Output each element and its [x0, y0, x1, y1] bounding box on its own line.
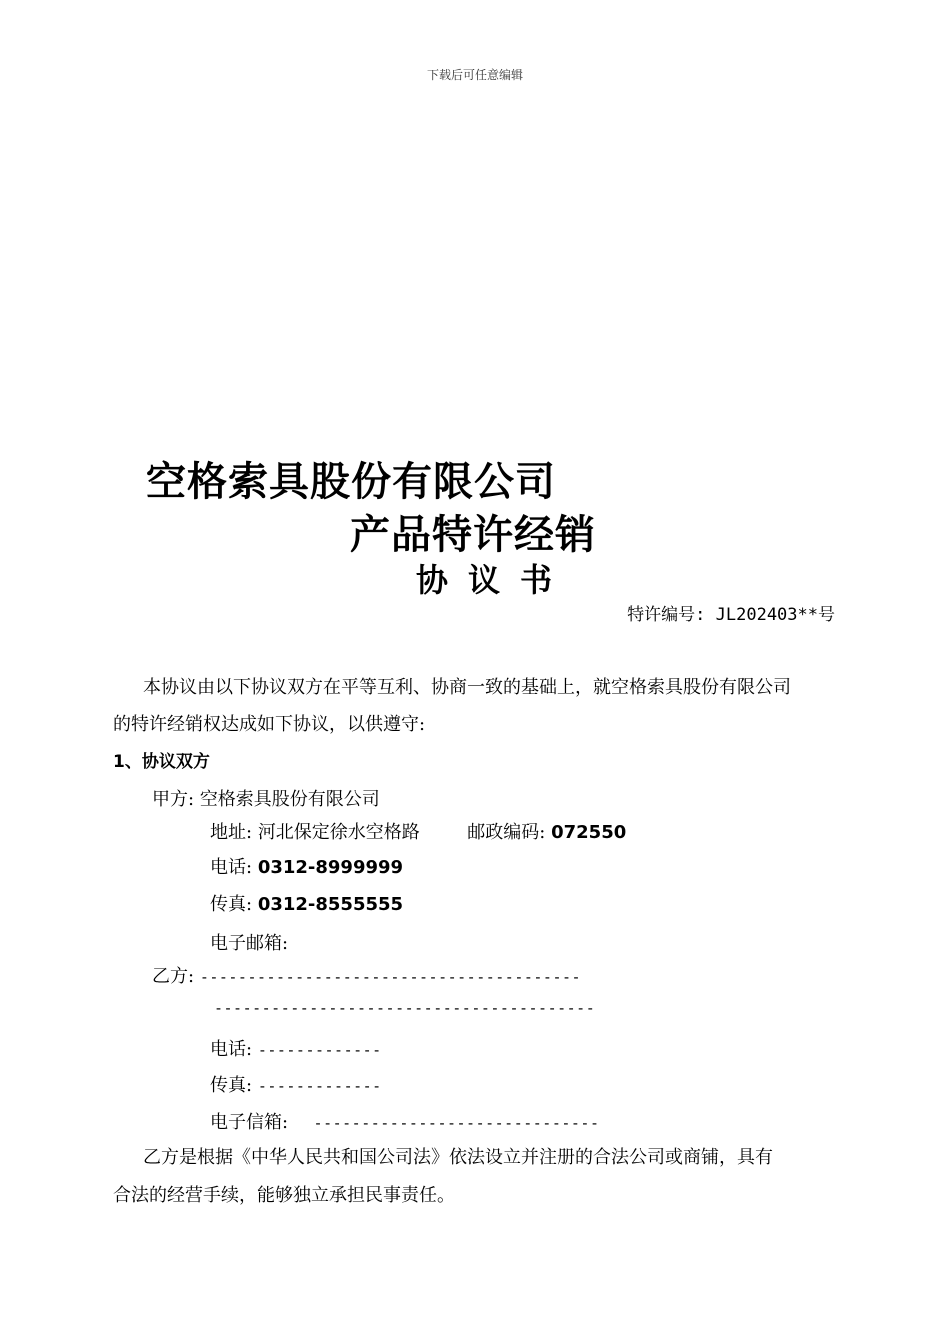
license-value: JL202403**号 — [715, 605, 835, 625]
party-b-fax-label: 传真: — [210, 1075, 253, 1096]
section-heading-parties: 1、协议双方 — [113, 752, 210, 772]
tel-value: 0312-8999999 — [257, 857, 404, 878]
party-a-name: 空格索具股份有限公司 — [199, 789, 380, 810]
body-line-1: 乙方是根据《中华人民共和国公司法》依法设立并注册的合法公司或商铺，具有 — [143, 1147, 773, 1168]
header-note: 下载后可任意编辑 — [426, 68, 523, 82]
license-number — [627, 600, 835, 625]
party-a-fax-row — [210, 890, 403, 916]
party-b-tel-blank: ------------- — [257, 1041, 382, 1059]
fax-value: 0312-8555555 — [257, 894, 404, 915]
postcode-label: 邮政编码: — [467, 822, 546, 843]
party-b-email-blank: ------------------------------ — [313, 1114, 600, 1132]
party-b-blank-1: ---------------------------------------- — [199, 968, 582, 986]
title-agreement: 协议书 — [416, 561, 573, 599]
party-b-fax-blank: ------------- — [257, 1077, 382, 1095]
intro-line-1: 本协议由以下协议双方在平等互利、协商一致的基础上，就空格索具股份有限公司 — [143, 677, 791, 698]
party-b-tel-label: 电话: — [210, 1039, 253, 1060]
party-a-email-row — [210, 929, 288, 955]
intro-line-2: 的特许经销权达成如下协议，以供遵守: — [113, 714, 426, 735]
party-b-tel-row — [210, 1035, 382, 1061]
address-value: 河北保定徐水空格路 — [257, 822, 420, 843]
address-label: 地址: — [210, 822, 253, 843]
party-b-fax-row — [210, 1071, 382, 1097]
party-a-address-row — [210, 818, 626, 844]
party-b-label: 乙方: — [152, 966, 195, 987]
tel-label: 电话: — [210, 857, 253, 878]
title-company: 空格索具股份有限公司 — [146, 459, 556, 505]
party-b-blank-2: ---------------------------------------- — [214, 999, 596, 1017]
postcode-value: 072550 — [551, 822, 627, 843]
party-a-label: 甲方: — [152, 789, 195, 810]
license-label: 特许编号: — [627, 605, 706, 625]
party-a-row — [152, 785, 380, 811]
party-b-email-label: 电子信箱: — [210, 1112, 289, 1133]
fax-label: 传真: — [210, 894, 253, 915]
party-b-email-row — [210, 1108, 599, 1134]
title-product: 产品特许经销 — [350, 512, 596, 558]
email-label: 电子邮箱: — [210, 933, 289, 954]
body-line-2: 合法的经营手续，能够独立承担民事责任。 — [113, 1185, 455, 1206]
party-a-tel-row — [210, 853, 403, 879]
party-b-row — [152, 962, 581, 988]
